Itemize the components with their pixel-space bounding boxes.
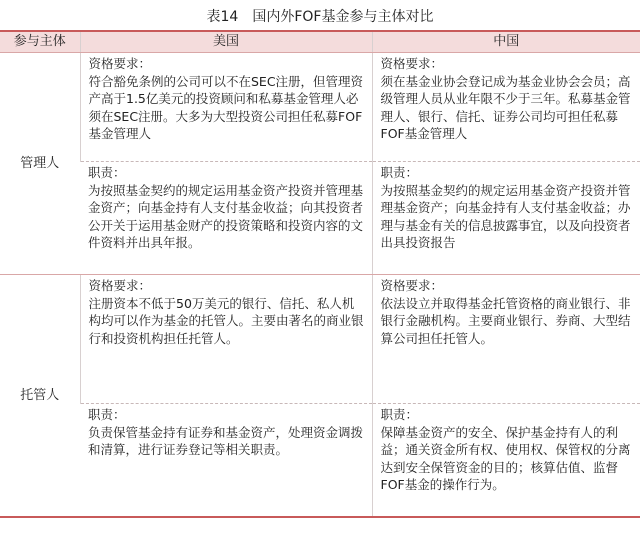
manager-cn-duty-body: 为按照基金契约的规定运用基金资产投资并管理基金资产；向基金持有人支付基金收益；办理与基金有关的信息披露事宜，以及向投资者出具投资报告 xyxy=(380,182,631,251)
manager-duty-row xyxy=(0,162,640,275)
manager-us-qualification-head: 资格要求： xyxy=(88,56,152,71)
manager-us-qualification-body: 符合豁免条例的公司可以不在SEC注册，但管理资产高于1.5亿美元的投资顾问和私募基金管理人必须在SEC注册。大多为大型投资公司担任私募FOF基金管理人 xyxy=(88,73,364,142)
custodian-cn-qualification xyxy=(372,275,640,404)
manager-cn-qualification-head: 资格要求： xyxy=(380,56,444,71)
manager-us-duty xyxy=(80,162,372,275)
header-participant: 参与主体 xyxy=(0,32,80,53)
manager-us-qualification xyxy=(80,53,372,162)
custodian-cn-duty-body: 保障基金资产的安全、保护基金持有人的利益；通关资金所有权、使用权、保管权的分离达到安全保管资金的目的；核算估值、监督FOF基金的操作行为。 xyxy=(380,424,631,493)
custodian-cn-duty-head: 职责： xyxy=(380,407,419,422)
custodian-us-duty-body: 负责保管基金持有证券和基金资产，处理资金调拨和清算，进行证券登记等相关职责。 xyxy=(88,424,364,458)
custodian-us-duty-head: 职责： xyxy=(88,407,126,422)
manager-cn-qualification xyxy=(372,53,640,162)
manager-cn-duty xyxy=(372,162,640,275)
manager-us-duty-head: 职责： xyxy=(88,165,126,180)
header-us: 美国 xyxy=(80,32,372,53)
manager-qualification-row xyxy=(0,53,640,162)
custodian-cn-qualification-head: 资格要求： xyxy=(380,278,444,293)
manager-us-duty-body: 为按照基金契约的规定运用基金资产投资并管理基金资产；向基金持有人支付基金收益；向其投资者公开关于运用基金财产的投资策略和投资内容的文件资料并出具年报。 xyxy=(88,182,364,251)
custodian-cn-qualification-body: 依法设立并取得基金托管资格的商业银行、非银行金融机构。主要商业银行、券商、大型结算公司担任托管人。 xyxy=(380,295,631,346)
custodian-us-qualification-body: 注册资本不低于50万美元的银行、信托、私人机构均可以作为基金的托管人。主要由著名的商业银行和投资机构担任托管人。 xyxy=(88,295,364,346)
custodian-qualification-row xyxy=(0,275,640,404)
manager-cn-qualification-body: 须在基金业协会登记成为基金业协会会员；高级管理人员从业年限不少于三年。私募基金管理人、银行、信托、证券公司均可担任私募FOF基金管理人 xyxy=(380,73,631,142)
custodian-us-duty xyxy=(80,404,372,518)
header-china: 中国 xyxy=(372,32,640,53)
role-manager: 管理人 xyxy=(0,53,80,275)
role-custodian: 托管人 xyxy=(0,275,80,518)
custodian-us-qualification xyxy=(80,275,372,404)
custodian-duty-row xyxy=(0,404,640,518)
header-row xyxy=(0,32,640,53)
manager-cn-duty-head: 职责： xyxy=(380,165,419,180)
table-title: 表14 国内外FOF基金参与主体对比 xyxy=(206,9,434,25)
comparison-table xyxy=(0,32,640,518)
custodian-us-qualification-head: 资格要求： xyxy=(88,278,152,293)
custodian-cn-duty xyxy=(372,404,640,518)
